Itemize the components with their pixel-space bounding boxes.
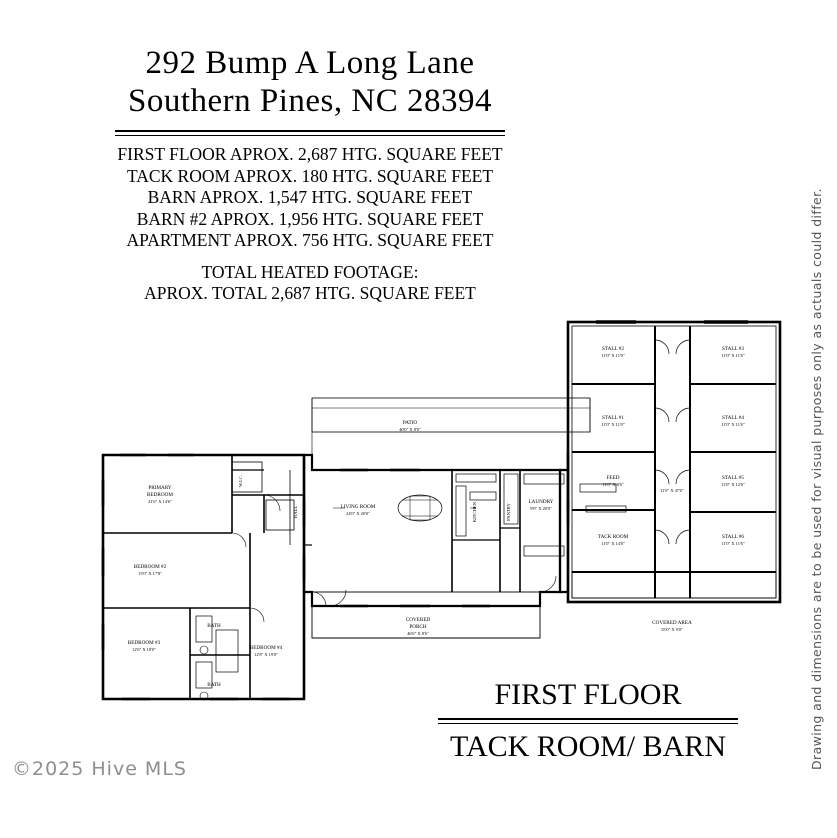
svg-text:21'6" X 14'6": 21'6" X 14'6" — [148, 499, 172, 504]
svg-text:FEED: FEED — [606, 475, 620, 481]
disclaimer-text: Drawing and dimensions are to be used for visual purposes only as actuals could differ. — [809, 188, 824, 770]
svg-text:11'0" X 12'6": 11'0" X 12'6" — [721, 482, 745, 487]
svg-text:11'0" X 14'0": 11'0" X 14'0" — [601, 541, 625, 546]
svg-text:LIVING ROOM: LIVING ROOM — [340, 504, 376, 510]
svg-text:HALL: HALL — [293, 505, 298, 519]
caption-divider — [438, 718, 738, 724]
svg-text:TACK ROOM: TACK ROOM — [597, 534, 629, 540]
spec-first-floor: FIRST FLOOR APROX. 2,687 HTG. SQUARE FEET — [117, 144, 503, 164]
svg-text:11'0" X 11'6": 11'0" X 11'6" — [721, 422, 745, 427]
spec-barn-2: BARN #2 APROX. 1,956 HTG. SQUARE FEET — [136, 208, 484, 229]
spec-apartment: APARTMENT APROX. 756 HTG. SQUARE FEET — [126, 230, 494, 250]
svg-text:BEDROOM #3: BEDROOM #3 — [127, 640, 161, 646]
svg-text:PORCH: PORCH — [409, 624, 427, 630]
svg-text:11'0" X 8'6": 11'0" X 8'6" — [602, 482, 624, 487]
caption-line-1: FIRST FLOOR — [494, 678, 682, 711]
copyright-notice: ©2025 Hive MLS — [12, 758, 187, 780]
svg-text:BEDROOM #2: BEDROOM #2 — [133, 564, 167, 570]
svg-text:12'6" X 18'0": 12'6" X 18'0" — [132, 647, 156, 652]
caption-line-2: TACK ROOM/ BARN — [450, 730, 726, 763]
svg-text:24'0" X 20'0": 24'0" X 20'0" — [346, 511, 370, 516]
total-heated-value: APROX. TOTAL 2,687 HTG. SQUARE FEET — [144, 283, 476, 303]
svg-text:STALL #6: STALL #6 — [721, 534, 745, 540]
svg-text:PANTRY: PANTRY — [506, 503, 511, 521]
total-heated-label: TOTAL HEATED FOOTAGE: — [201, 261, 419, 282]
svg-text:STALL #2: STALL #2 — [601, 346, 625, 352]
svg-text:W.I.C.: W.I.C. — [238, 475, 243, 487]
plan-caption — [398, 676, 778, 766]
spec-barn: BARN APROX. 1,547 HTG. SQUARE FEET — [147, 187, 473, 207]
address-line-2: Southern Pines, NC 28394 — [127, 83, 492, 119]
svg-text:11'0" X 11'6": 11'0" X 11'6" — [721, 541, 745, 546]
svg-text:46'6" X 8'6": 46'6" X 8'6" — [407, 631, 429, 636]
svg-text:BATH: BATH — [207, 682, 221, 688]
svg-text:11'0" X 11'0": 11'0" X 11'0" — [601, 422, 625, 427]
svg-text:PATIO: PATIO — [402, 420, 418, 426]
svg-text:STALL #5: STALL #5 — [721, 475, 745, 481]
svg-text:12'8" X 19'0": 12'8" X 19'0" — [254, 652, 278, 657]
svg-text:STALL #3: STALL #3 — [721, 346, 745, 352]
svg-text:BATH: BATH — [207, 623, 221, 629]
svg-text:STALL #1: STALL #1 — [601, 415, 625, 421]
svg-text:COVERED: COVERED — [405, 617, 431, 623]
svg-text:BEDROOM: BEDROOM — [147, 492, 173, 498]
svg-text:STALL #4: STALL #4 — [721, 415, 745, 421]
svg-text:40'0" X 8'0": 40'0" X 8'0" — [399, 427, 421, 432]
svg-text:COVERED AREA: COVERED AREA — [652, 620, 692, 626]
svg-text:11'6" X 47'0": 11'6" X 47'0" — [660, 488, 684, 493]
svg-text:15'0" X 17'8": 15'0" X 17'8" — [138, 571, 162, 576]
svg-text:11'0" X 11'0": 11'0" X 11'0" — [601, 353, 625, 358]
svg-text:35'0" X 9'0": 35'0" X 9'0" — [661, 627, 683, 632]
spec-tack-room: TACK ROOM APROX. 180 HTG. SQUARE FEET — [126, 165, 494, 186]
svg-text:LAUNDRY: LAUNDRY — [528, 499, 554, 505]
svg-text:PRIMARY: PRIMARY — [148, 485, 172, 491]
svg-text:KITCHEN: KITCHEN — [472, 501, 477, 523]
svg-text:9'0" X 20'0": 9'0" X 20'0" — [530, 506, 552, 511]
svg-text:BEDROOM #4: BEDROOM #4 — [249, 645, 283, 651]
svg-text:11'0" X 11'6": 11'0" X 11'6" — [721, 353, 745, 358]
address-line-1: 292 Bump A Long Lane — [145, 45, 475, 81]
